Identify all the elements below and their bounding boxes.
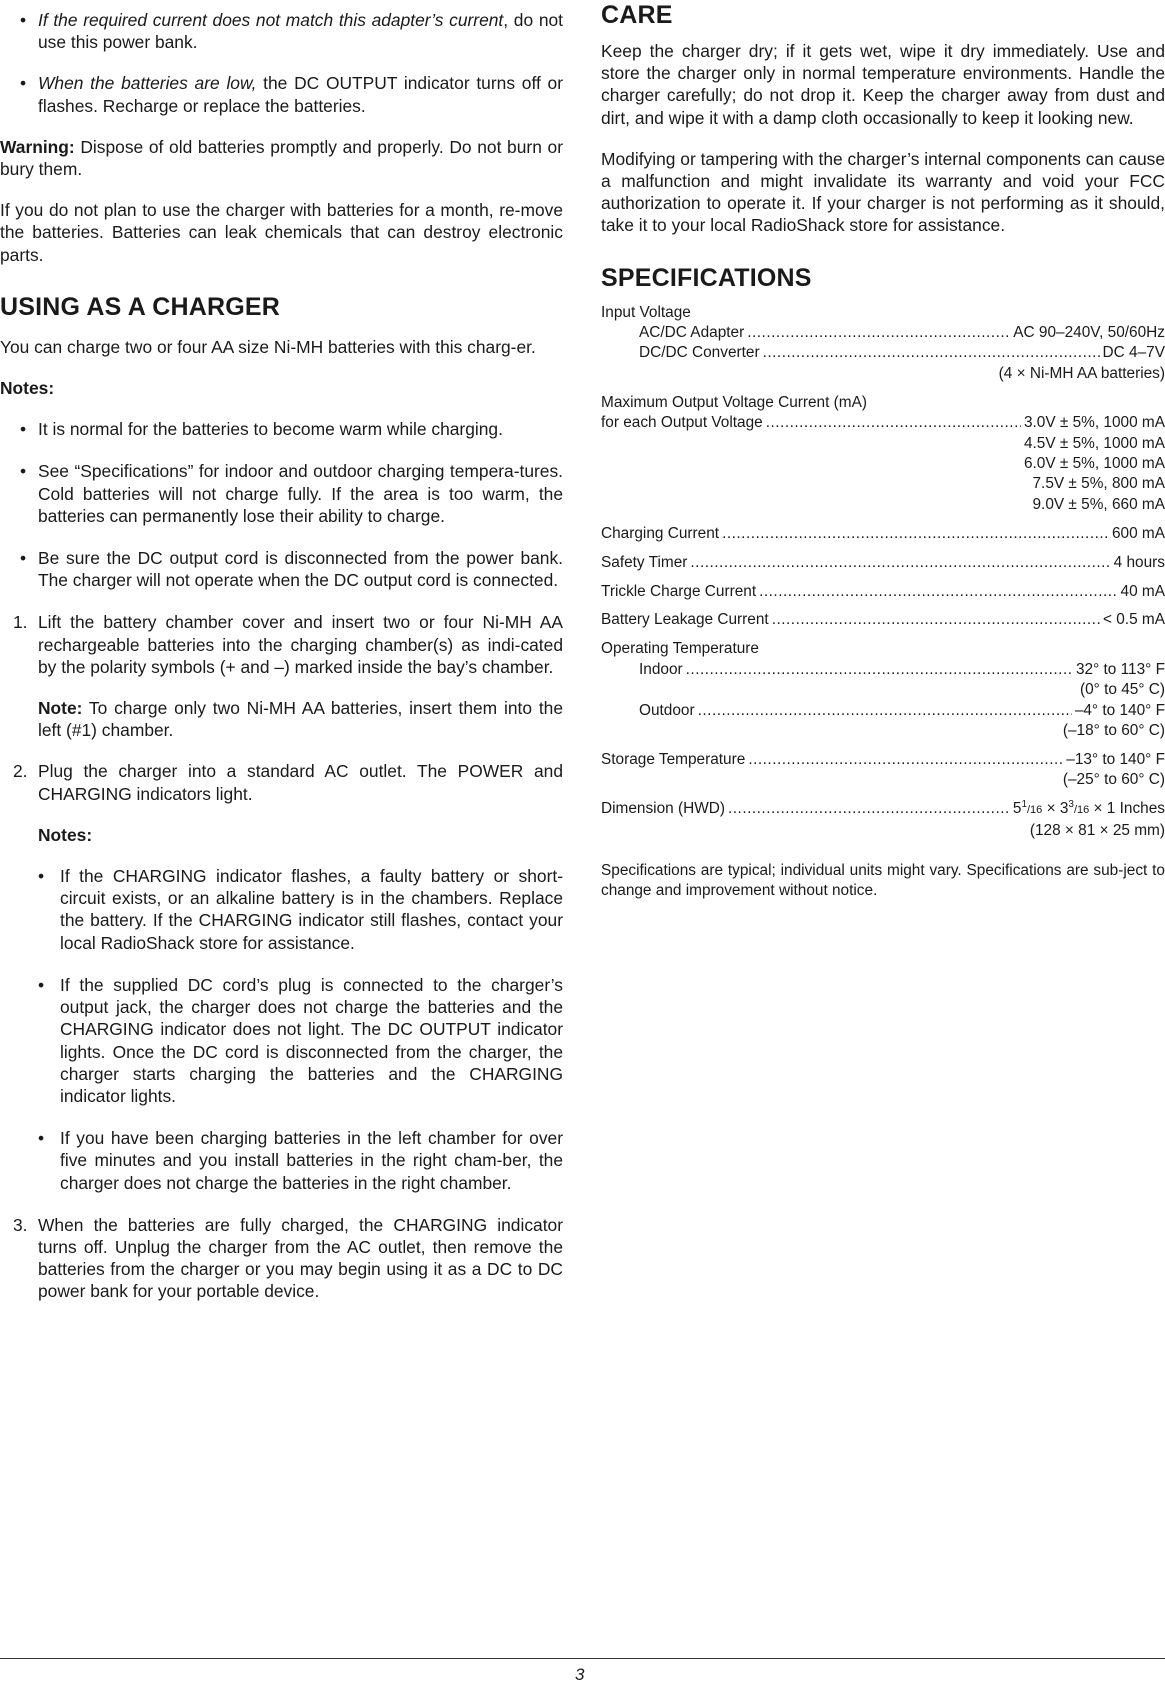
bullet-glyph: • (20, 548, 27, 569)
spec-group (601, 303, 1165, 385)
spec-value: 4 hours (1113, 553, 1165, 571)
dot-leader (763, 343, 1100, 363)
note-text: See “Specifications” for indoor and outdoor charging tempera-tures. Cold batteries will not charge fully. If the area is too warm, the batteries can permanently lose their ability to charge. (38, 461, 563, 526)
bullet-glyph: • (20, 461, 27, 482)
spec-group (601, 639, 1165, 741)
spec-value: 600 mA (1111, 524, 1165, 542)
spec-row (601, 799, 1165, 820)
dim-denominator: /16 (1073, 804, 1090, 817)
dim-times: × (1042, 800, 1060, 818)
left-column (0, 0, 563, 1322)
bullet-glyph: • (38, 866, 45, 887)
spec-label: DC/DC Converter (639, 344, 760, 362)
spec-extra: 4.5V ± 5%, 1000 mA (1023, 434, 1165, 452)
spec-row (601, 582, 1165, 602)
right-column (601, 0, 1165, 902)
spec-extra: (–25° to 60° C) (1062, 771, 1165, 789)
spec-row (601, 343, 1165, 363)
bullet-item (0, 9, 563, 53)
spec-value: AC 90–240V, 50/60Hz (1013, 324, 1165, 342)
bullet-text: the DC OUTPUT indicator turns off or flashes. Recharge or replace the batteries. (38, 73, 563, 116)
step2-notes-label: Notes: (38, 824, 93, 845)
bullet-glyph: • (20, 73, 27, 94)
spec-label: Safety Timer (601, 553, 688, 571)
spec-label: Trickle Charge Current (601, 582, 757, 600)
note-text: It is normal for the batteries to become warm while charging. (38, 419, 503, 440)
step-2 (0, 760, 563, 804)
spec-extra: (4 × Ni-MH AA batteries) (998, 364, 1165, 382)
spec-group (601, 553, 1165, 573)
warning-label: Warning: (0, 136, 75, 157)
bullet-glyph: • (20, 419, 27, 440)
care-heading: CARE (601, 1, 673, 29)
note-item (0, 460, 563, 527)
spec-label: AC/DC Adapter (639, 324, 745, 342)
spec-group (601, 750, 1165, 791)
dot-leader (747, 323, 1010, 343)
care-paragraph: Keep the charger dry; if it gets wet, wipe it dry immediately. Use and store the charger only in normal temperature environments. Handle the charger carefully; do not drop it. Keep the charger away from dust and dirt, and wipe it with a damp cloth occasionally to keep it looking new. (601, 41, 1165, 128)
spec-value: < 0.5 mA (1102, 611, 1165, 629)
spec-label: Battery Leakage Current (601, 611, 769, 629)
care-paragraph: Modifying or tampering with the charger’s internal components can cause a malfunction and might invalidate its warranty and void your FCC authorization to operate it. If your charger is not performing as it should, take it to your local RadioShack store for assistance. (601, 148, 1165, 236)
note-text: If the supplied DC cord’s plug is connected to the charger’s output jack, the charger does not charge the batteries and the CHARGING indicator does not light. The DC OUTPUT indicator lights. Once the DC cord is disconnected from the charger, the charger starts charging the batteries and the CHARGING indicator lights. (60, 974, 563, 1106)
step-number: 2. (13, 761, 28, 782)
dot-leader (759, 582, 1117, 602)
step-text: When the batteries are fully charged, the CHARGING indicator turns off. Unplug the charger from the AC outlet, then remove the batteries from the charger or you may begin using it as a DC to DC power bank for your portable device. (38, 1214, 563, 1302)
dot-leader (690, 553, 1110, 573)
spec-value (1013, 799, 1165, 820)
spec-row (601, 660, 1165, 680)
spec-extra: 9.0V ± 5%, 660 mA (1032, 495, 1165, 513)
step-1 (0, 611, 563, 678)
spec-dimension (601, 799, 1165, 841)
spec-footnote: Specifications are typical; individual units might vary. Specifications are sub-ject to change and improvement without notice. (601, 861, 1165, 900)
charger-intro: You can charge two or four AA size Ni-MH batteries with this charg-er. (0, 336, 536, 357)
spec-label: Charging Current (601, 524, 720, 542)
spec-row (601, 610, 1165, 630)
spec-value: –4° to 140° F (1074, 701, 1165, 719)
spec-row (601, 553, 1165, 573)
spec-label: Dimension (HWD) (601, 800, 725, 818)
step-text: Lift the battery chamber cover and insert two or four Ni-MH AA rechargeable batteries into the charging chamber(s) as indi-cated by the polarity symbols (+ and –) marked inside the bay’s chamber. (38, 612, 563, 677)
step-text: Plug the charger into a standard AC outlet. The POWER and CHARGING indicators light. (38, 761, 563, 804)
spec-group-title: Maximum Output Voltage Current (mA) (601, 393, 868, 411)
note-text: If the CHARGING indicator flashes, a faulty battery or short-circuit exists, or an alkaline battery is in the chambers. Replace the battery. If the CHARGING indicator still flashes, contact your local RadioShack store for assistance. (60, 866, 563, 953)
step1-note (0, 697, 563, 741)
bullet-glyph: • (38, 1128, 45, 1149)
notes-label: Notes: (0, 378, 55, 399)
dot-leader (698, 701, 1072, 721)
step-number: 1. (13, 612, 28, 633)
spec-extra: (128 × 81 × 25 mm) (1029, 821, 1165, 839)
specifications-list (601, 303, 1165, 791)
note-item (0, 547, 563, 591)
note-text: If you have been charging batteries in the left chamber for over five minutes and you install batteries in the right cham-ber, the charger does not charge the batteries in the right chamber. (60, 1128, 563, 1193)
spec-label: Indoor (639, 660, 683, 678)
spec-group (601, 610, 1165, 630)
note-label: Note: (38, 698, 83, 719)
dot-leader (686, 660, 1073, 680)
step2-note-item (0, 865, 563, 954)
bullet-item (0, 72, 563, 116)
spec-value: –13° to 140° F (1066, 750, 1165, 768)
spec-value: 40 mA (1120, 582, 1165, 600)
spec-group (601, 393, 1165, 515)
spec-group (601, 524, 1165, 544)
step-number: 3. (13, 1214, 28, 1235)
dim-numerator: 3 (1068, 799, 1074, 811)
dot-leader (748, 750, 1063, 770)
spec-value: 32° to 113° F (1075, 660, 1165, 678)
step2-note-item (0, 974, 563, 1107)
spec-row (601, 323, 1165, 343)
spec-extra: (0° to 45° C) (1079, 681, 1165, 699)
spec-extra: (–18° to 60° C) (1062, 721, 1165, 739)
dot-leader (772, 610, 1100, 630)
spec-extra: 6.0V ± 5%, 1000 mA (1023, 454, 1165, 472)
dim-whole: 5 (1012, 800, 1022, 818)
spec-row (601, 413, 1165, 433)
dim-numerator: 1 (1021, 799, 1027, 811)
note-item (0, 418, 563, 440)
step2-note-item (0, 1127, 563, 1194)
bullet-glyph: • (20, 10, 27, 30)
dim-denominator: /16 (1027, 804, 1043, 817)
dot-leader (722, 524, 1109, 544)
page-number: 3 (575, 1665, 585, 1684)
specifications-heading: SPECIFICATIONS (601, 263, 812, 292)
spec-group (601, 582, 1165, 602)
storage-paragraph: If you do not plan to use the charger with batteries for a month, re-move the batteries. Batteries can leak chemicals that can destroy electronic parts. (0, 200, 563, 265)
dot-leader (728, 799, 1010, 820)
dim-whole: 3 (1059, 800, 1069, 818)
spec-label: Storage Temperature (601, 750, 746, 768)
dim-rest: × 1 Inches (1089, 800, 1165, 818)
spec-extra: 7.5V ± 5%, 800 mA (1032, 475, 1165, 493)
bullet-glyph: • (38, 974, 45, 995)
spec-group-title: Input Voltage (601, 303, 691, 321)
spec-row (601, 524, 1165, 544)
note-text: Be sure the DC output cord is disconnected from the power bank. The charger will not operate when the DC output cord is connected. (38, 548, 563, 591)
footer-rule (0, 1658, 1165, 1659)
spec-label: for each Output Voltage (601, 414, 763, 432)
bullet-text: , do not use this power bank. (38, 10, 564, 53)
spec-value: DC 4–7V (1102, 344, 1165, 362)
spec-group-title: Operating Temperature (601, 640, 759, 658)
spec-row (601, 701, 1165, 721)
spec-row (601, 750, 1165, 770)
step-3 (0, 1214, 563, 1303)
spec-value: 3.0V ± 5%, 1000 mA (1023, 414, 1165, 432)
bullet-italic: If the required current does not match this adapter’s current (38, 10, 504, 30)
spec-label: Outdoor (639, 701, 695, 719)
warning-text: Dispose of old batteries promptly and properly. Do not burn or bury them. (0, 136, 563, 180)
bullet-italic: When the batteries are low, (38, 73, 257, 94)
warning-paragraph (0, 136, 563, 180)
note-text: To charge only two Ni-MH AA batteries, insert them into the left (#1) chamber. (38, 698, 563, 741)
charger-heading: USING AS A CHARGER (0, 292, 281, 321)
dot-leader (766, 413, 1021, 433)
